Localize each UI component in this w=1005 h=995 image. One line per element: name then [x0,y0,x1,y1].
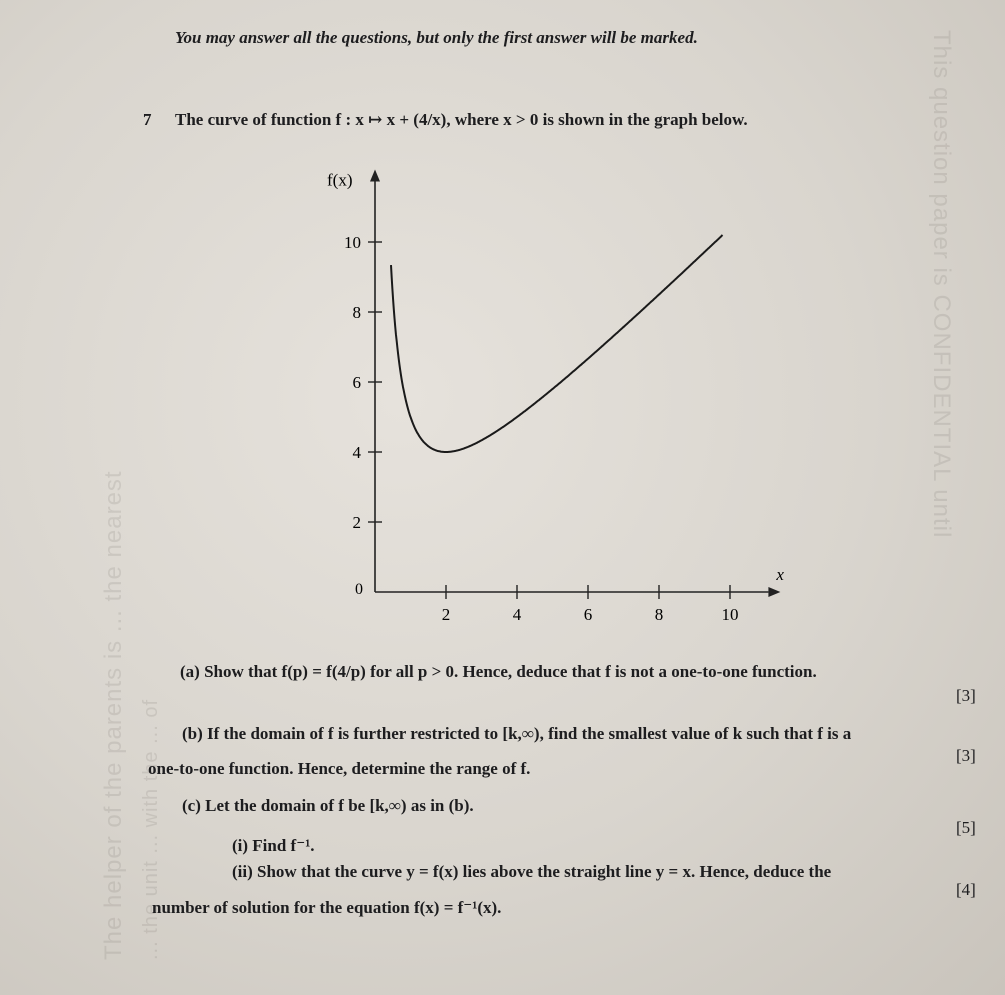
part-c-ii-marks: [4] [956,880,976,899]
x-tick-label: 6 [583,605,593,624]
x-axis-label: x [776,565,784,584]
y-axis-arrow [370,170,380,182]
origin-label: 0 [355,581,363,598]
instruction-text: You may answer all the questions, but only the first answer will be marked. [175,28,698,47]
question-stem: The curve of function f : x ↦ x + (4/x), where x > 0 is shown in the graph below. [175,110,748,129]
part-b-text-line1: (b) If the domain of f is further restricted to [k,∞), find the smallest value of k such that f is a [182,724,852,743]
question-number: 7 [143,110,152,129]
part-c-ii-text-line1: (ii) Show that the curve y = f(x) lies above the straight line y = x. Hence, deduce the [232,862,832,881]
page-bleed-text: This question paper is CONFIDENTIAL until [928,30,955,539]
page-bleed-text: ... the unit ... with the ... of [140,698,162,960]
part-a-marks: [3] [956,686,976,705]
y-tick-label: 4 [352,443,361,462]
function-graph [320,160,784,630]
x-tick-label: 4 [512,605,522,624]
part-c-text: (c) Let the domain of f be [k,∞) as in (b). [182,796,474,815]
y-tick-label: 8 [352,303,361,322]
part-b-text-line2: one-to-one function. Hence, determine the range of f. [148,759,531,778]
part-c-i-text: (i) Find f⁻¹. [232,836,315,855]
part-a-text: (a) Show that f(p) = f(4/p) for all p > 0. Hence, deduce that f is not a one-to-one function. [180,662,817,681]
part-c-ii-text-line2: number of solution for the equation f(x) = f⁻¹(x). [152,898,502,917]
x-tick-label: 8 [654,605,664,624]
x-tick-label: 10 [721,605,739,624]
x-tick-label: 2 [441,605,451,624]
y-tick-label: 10 [344,233,361,252]
y-tick-label: 2 [352,513,361,532]
page-bleed-text: The helper of the parents is ... the nearest [100,470,127,960]
y-axis-label: f(x) [327,170,353,190]
x-axis-arrow [768,587,780,597]
curve-f-of-x [391,235,723,452]
part-c-i-marks: [5] [956,818,976,837]
part-b-marks: [3] [956,746,976,765]
y-tick-label: 6 [352,373,361,392]
